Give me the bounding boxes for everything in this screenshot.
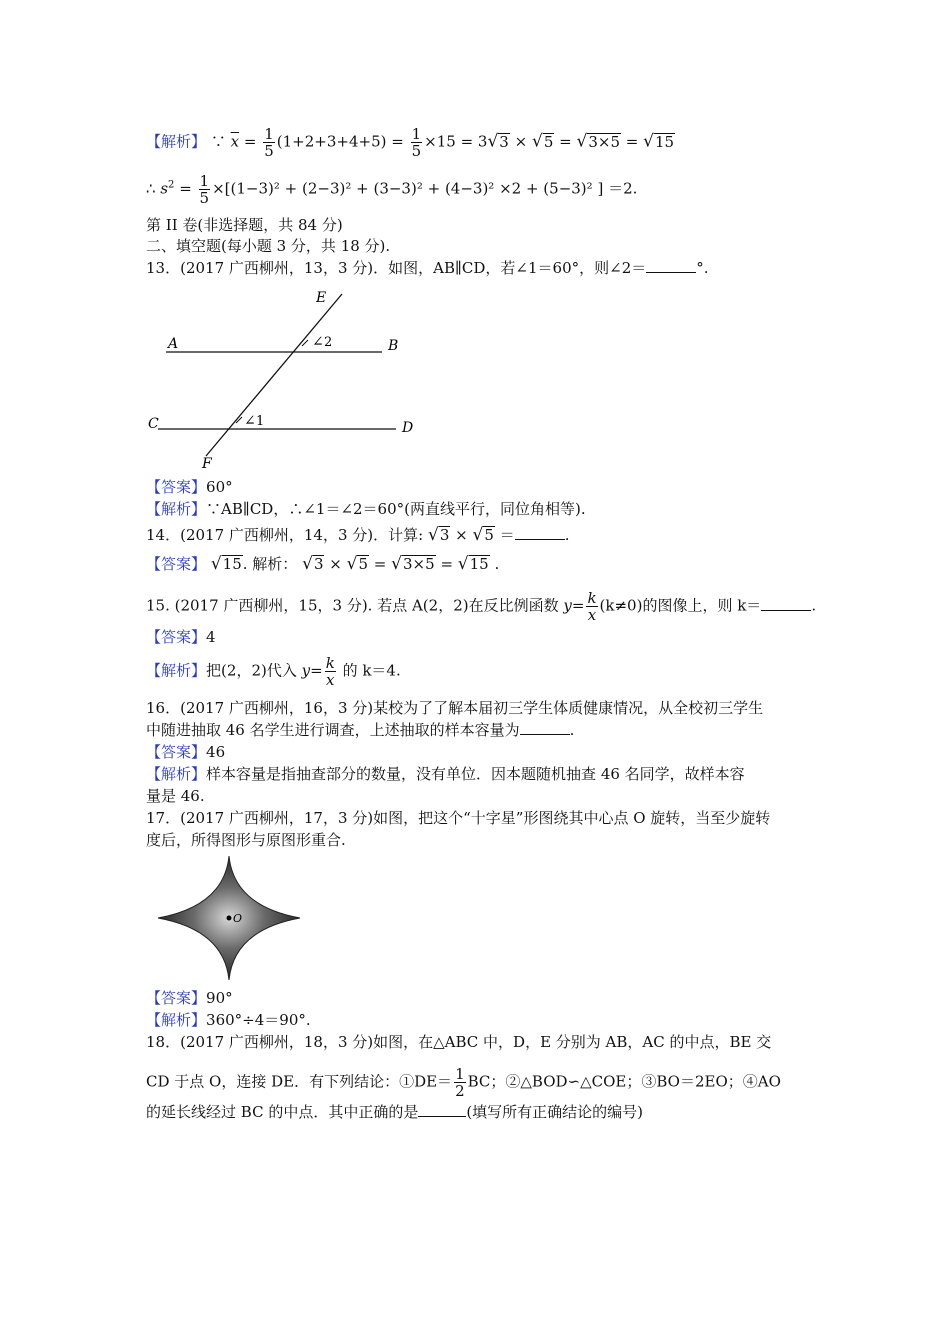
center-label: O: [233, 912, 243, 925]
label-d: D: [402, 420, 414, 436]
question-13: 13．(2017 广西柳州，13，3 分)．如图，AB∥CD，若∠1＝60°，则∠2＝ °.: [146, 259, 709, 277]
question-15: 15. (2017 广西柳州，15，3 分). 若点 A(2，2)在反比例函数 y= $\frac{k}{x}$ (k≠0)的图像上，则 k＝ .: [146, 589, 817, 624]
analysis-16-line2: 量是 46.: [146, 787, 205, 805]
solution12-line1: 【解析】 ∵ $\overline{x}$ = $\frac{1}{5}$ (1+2+3+4+5) = $\frac{1}{5}$ ×15 = 3√3 × √5 = √3×5 = √15: [146, 125, 675, 160]
answer-14: 【答案】 √15. 解析： √3 × √5 = √3×5 = √15 .: [146, 554, 500, 574]
fraction: $\frac{1}{5}$: [411, 125, 422, 160]
answer-blank: [515, 525, 565, 540]
label-a: A: [168, 336, 179, 352]
fraction: $\frac{1}{5}$: [264, 125, 274, 160]
question-14: 14．(2017 广西柳州，14，3 分)．计算: √3 × √5 ＝ .: [146, 525, 570, 545]
section-heading: 二、填空题(每小题 3 分，共 18 分).: [146, 237, 391, 255]
volume-title: 第 II 卷(非选择题，共 84 分): [146, 216, 343, 234]
answer-16: 【答案】46: [146, 743, 226, 761]
analysis-13: 【解析】∵AB∥CD，∴∠1＝∠2＝60°(两直线平行，同位角相等).: [146, 500, 586, 518]
label-f: F: [202, 456, 212, 472]
answer-15: 【答案】4: [146, 628, 216, 646]
answer-blank: [520, 720, 570, 735]
analysis-tag: 解析: [161, 132, 192, 151]
label-b: B: [388, 338, 399, 354]
center-point: [227, 916, 232, 921]
fraction: $\frac{1}{5}$: [199, 172, 210, 207]
question-18-line2: CD 于点 O，连接 DE．有下列结论：①DE＝ $\frac{1}{2}$ BC；②△BOD∽△COE；③BO＝2EO；④AO: [146, 1065, 781, 1100]
answer-blank: [646, 258, 696, 273]
question-17-line2: 度后，所得图形与原图形重合.: [146, 831, 346, 849]
question-16-line1: 16．(2017 广西柳州，16，3 分)某校为了了解本届初三学生体质健康情况，从全校初三学生: [146, 699, 764, 717]
analysis-17: 【解析】360°÷4＝90°.: [146, 1011, 311, 1029]
answer-13: 【答案】60°: [146, 478, 233, 496]
angle-1-label: 1: [256, 414, 265, 429]
angle-2-label: 2: [324, 335, 333, 350]
question-18-line1: 18．(2017 广西柳州，18，3 分)如图，在△ABC 中，D，E 分别为 AB，AC 的中点，BE 交: [146, 1033, 772, 1051]
label-e: E: [316, 290, 327, 306]
question-18-line3: 的延长线经过 BC 的中点．其中正确的是 (填写所有正确结论的编号): [146, 1103, 644, 1121]
solution12-line2: ∴ $s^2$ = $\frac{1}{5}$ ×[(1−3)² + (2−3)² + (3−3)² + (4−3)² ×2 + (5−3)² ] ＝2.: [146, 172, 638, 207]
four-point-star-figure: [154, 854, 304, 984]
analysis-15: 【解析】把(2，2)代入 y= $\frac{k}{x}$ 的 k＝4.: [146, 654, 401, 689]
question-17-line1: 17．(2017 广西柳州，17，3 分)如图，把这个“十字星”形图绕其中心点 O 旋转，当至少旋转: [146, 809, 771, 827]
analysis-16-line1: 【解析】样本容量是指抽查部分的数量，没有单位．因本题随机抽查 46 名同学，故样本容: [146, 765, 745, 783]
fraction-one-half: $\frac{1}{2}$: [455, 1065, 465, 1100]
answer-blank: [761, 596, 811, 611]
question-16-line2: 中随进抽取 46 名学生进行调查，上述抽取的样本容量为 .: [146, 721, 575, 739]
angle-1-mark: ∠: [244, 413, 256, 429]
fraction-k-over-x: $\frac{k}{x}$: [587, 589, 597, 624]
angle-2-mark: ∠: [312, 334, 324, 350]
transversal-ef: [206, 294, 342, 456]
label-c: C: [148, 416, 159, 432]
answer-blank: [418, 1102, 466, 1117]
fraction-k-over-x: $\frac{k}{x}$: [325, 654, 335, 689]
answer-17: 【答案】90°: [146, 989, 233, 1007]
parallel-lines-figure: [146, 288, 426, 473]
